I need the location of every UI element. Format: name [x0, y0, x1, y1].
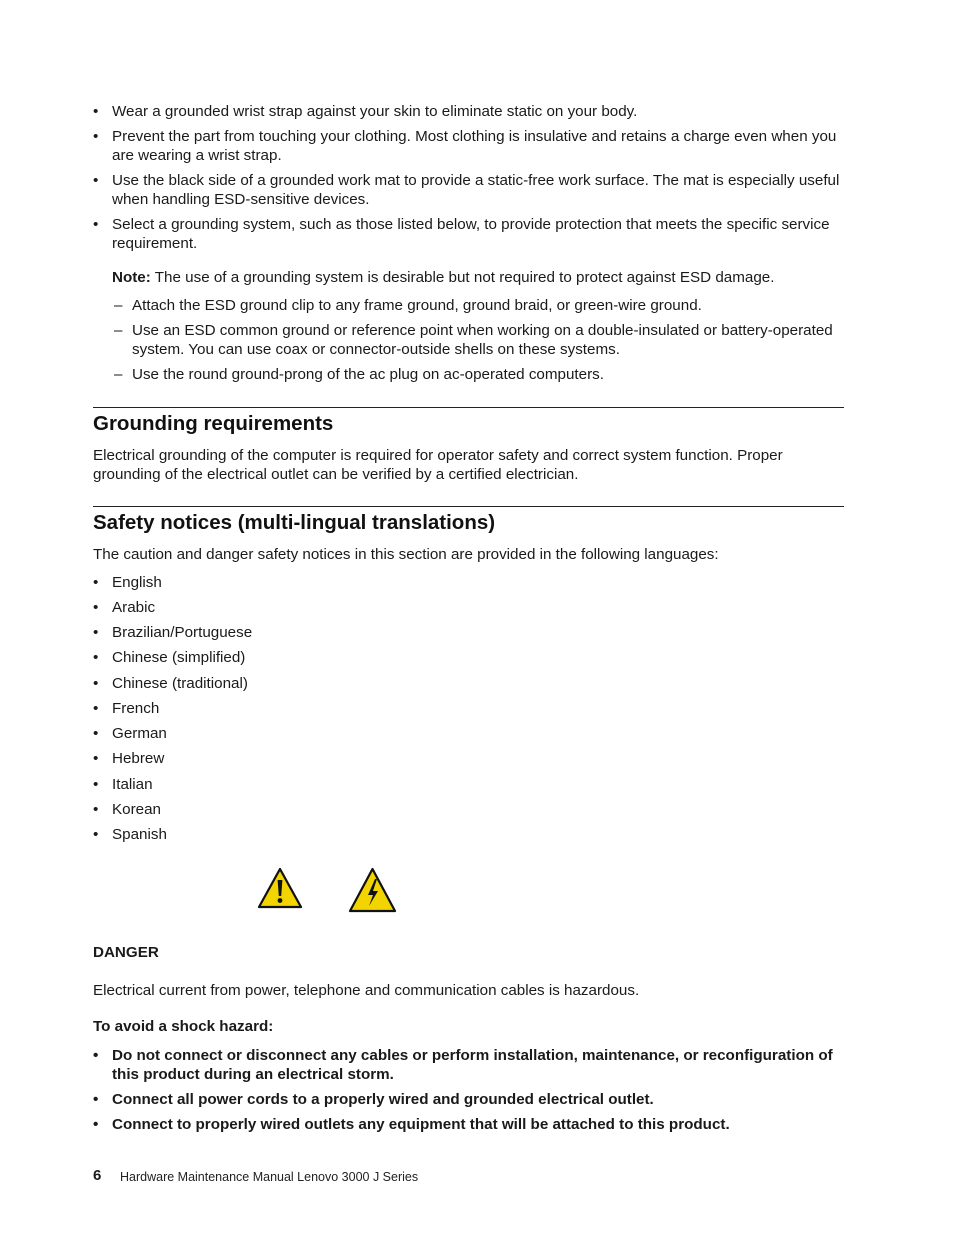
language-item: Arabic: [112, 599, 156, 616]
language-item: Italian: [112, 776, 153, 793]
caution-icon: [256, 866, 304, 910]
danger-title: DANGER: [93, 944, 159, 961]
language-item: Korean: [112, 801, 161, 818]
bullet-marker: •: [93, 801, 99, 818]
bullet-marker: •: [93, 725, 99, 742]
grounding-paragraph: Electrical grounding of the computer is required for operator safety and correct system function. Proper grounding of the electrical outlet can be verified by a certified electrician.: [93, 447, 783, 483]
safety-intro: The caution and danger safety notices in this section are provided in the following languages:: [93, 546, 719, 563]
language-item: Chinese (traditional): [112, 675, 248, 692]
avoid-shock-label: To avoid a shock hazard:: [93, 1018, 274, 1035]
footer-title: Hardware Maintenance Manual Lenovo 3000 J Series: [120, 1170, 419, 1184]
page-number: 6: [93, 1167, 102, 1184]
dash-item: Attach the ESD ground clip to any frame ground, ground braid, or green-wire ground.: [132, 297, 702, 314]
bullet-marker: •: [93, 675, 99, 692]
danger-item: Connect all power cords to a properly wired and grounded electrical outlet.: [112, 1091, 654, 1108]
bullet-marker: •: [93, 1091, 99, 1108]
bullet-marker: •: [93, 776, 99, 793]
language-item: French: [112, 700, 160, 717]
list-item: Prevent the part from touching your clothing. Most clothing is insulative and retains a charge even when you are wearing a wrist strap.: [112, 128, 837, 164]
bullet-marker: •: [93, 750, 99, 767]
note-text: The use of a grounding system is desirable but not required to protect against ESD damage.: [150, 269, 775, 286]
bullet-marker: •: [93, 624, 99, 641]
language-item: Chinese (simplified): [112, 649, 246, 666]
dash-marker: –: [114, 366, 123, 383]
danger-text: Electrical current from power, telephone and communication cables is hazardous.: [93, 982, 640, 999]
section-divider: [93, 407, 844, 408]
bullet-marker: •: [93, 128, 99, 145]
section-heading-grounding: Grounding requirements: [93, 412, 334, 435]
bullet-marker: •: [93, 172, 99, 189]
bullet-marker: •: [93, 649, 99, 666]
language-item: English: [112, 574, 162, 591]
bullet-marker: •: [93, 103, 99, 120]
language-item: German: [112, 725, 167, 742]
note: [112, 268, 846, 287]
electrical-hazard-icon: [347, 866, 398, 914]
bullet-marker: •: [93, 826, 99, 843]
dash-marker: –: [114, 322, 123, 339]
dash-marker: –: [114, 297, 123, 314]
bullet-marker: •: [93, 1047, 99, 1064]
bullet-marker: •: [93, 700, 99, 717]
section-divider: [93, 506, 844, 507]
danger-item: Do not connect or disconnect any cables or perform installation, maintenance, or reconfiguration of this product during an electrical storm.: [112, 1047, 833, 1083]
section-heading-safety: Safety notices (multi-lingual translations): [93, 511, 496, 534]
language-item: Brazilian/Portuguese: [112, 624, 253, 641]
language-item: Spanish: [112, 826, 167, 843]
bullet-marker: •: [93, 1116, 99, 1133]
bullet-marker: •: [93, 574, 99, 591]
dash-item: Use the round ground-prong of the ac plug on ac-operated computers.: [132, 366, 604, 383]
bullet-marker: •: [93, 599, 99, 616]
dash-item: Use an ESD common ground or reference point when working on a double-insulated or battery-operated system. You can use coax or connector-outside shells on these systems.: [132, 322, 833, 358]
list-item: Use the black side of a grounded work mat to provide a static-free work surface. The mat is especially useful when handling ESD-sensitive devices.: [112, 172, 840, 208]
list-item: Wear a grounded wrist strap against your skin to eliminate static on your body.: [112, 103, 638, 120]
bullet-marker: •: [93, 216, 99, 233]
list-item: Select a grounding system, such as those listed below, to provide protection that meets the specific service requirement.: [112, 216, 830, 252]
language-item: Hebrew: [112, 750, 165, 767]
danger-item: Connect to properly wired outlets any equipment that will be attached to this product.: [112, 1116, 730, 1133]
note-label: Note:: [112, 269, 151, 286]
